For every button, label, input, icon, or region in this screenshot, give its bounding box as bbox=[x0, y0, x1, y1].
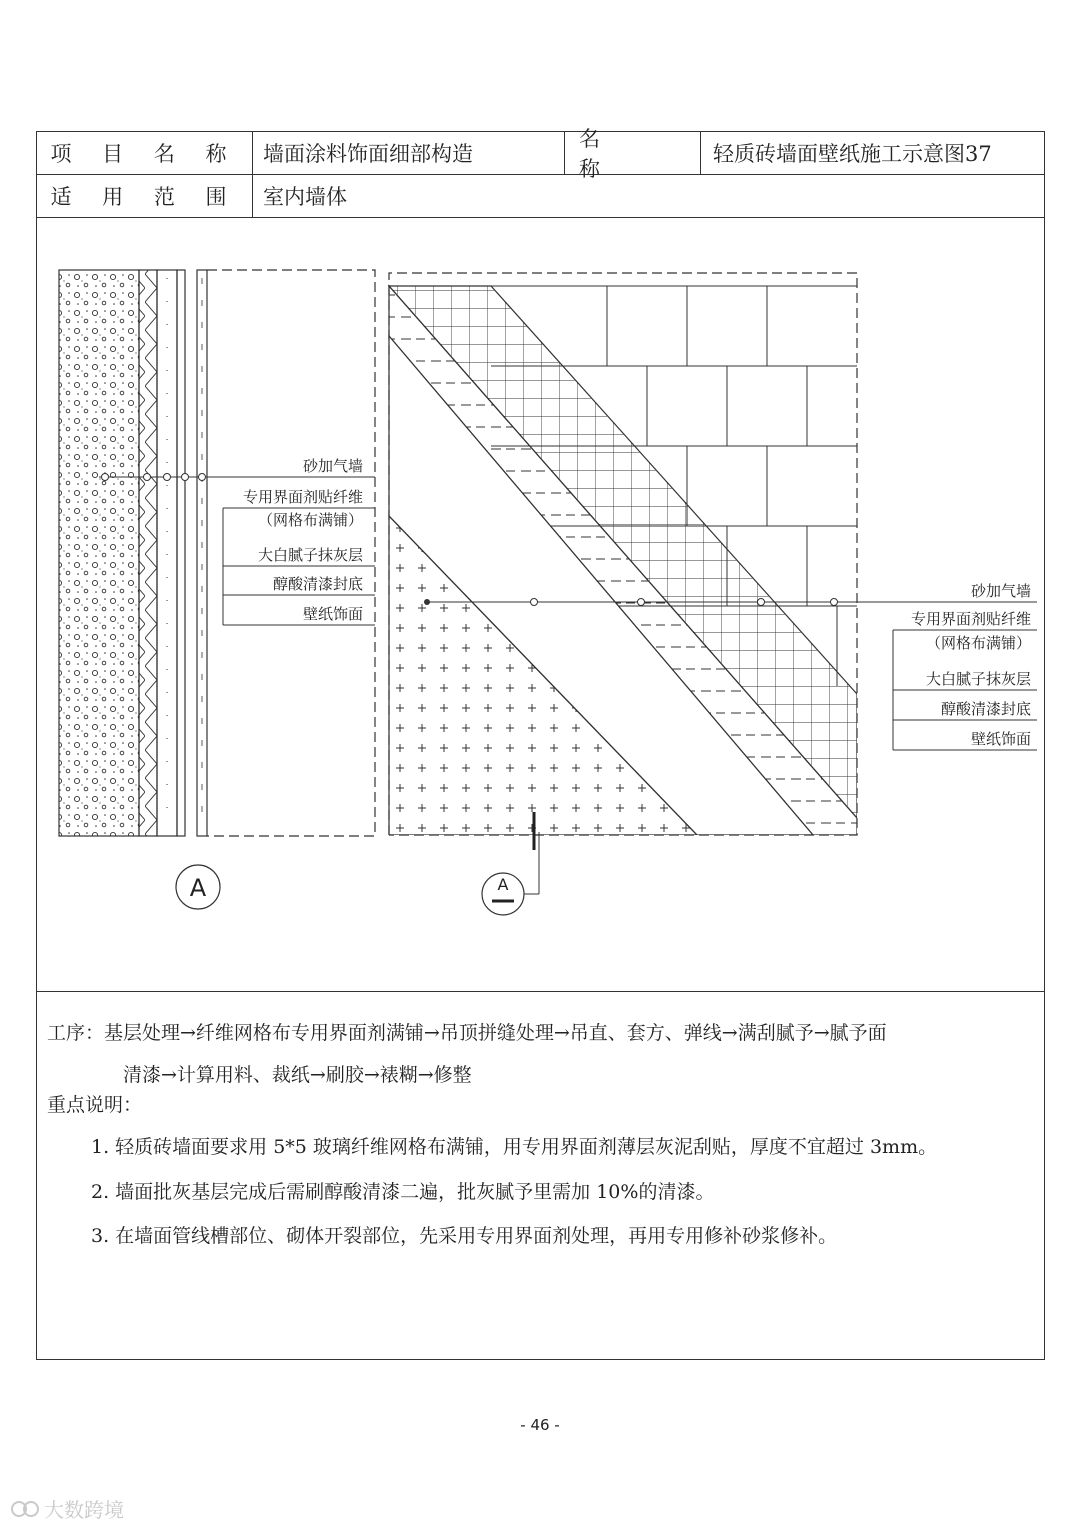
aerated-block-layer bbox=[59, 270, 139, 836]
right-label-putty: 大白腻子抹灰层 bbox=[925, 670, 1031, 688]
project-name-value: 墙面涂料饰面细部构造 bbox=[253, 132, 565, 174]
project-name-label: 项 目 名 称 bbox=[37, 132, 253, 174]
lacquer-layer bbox=[177, 270, 185, 836]
right-label-mesh: （网格布满铺） bbox=[925, 634, 1031, 652]
right-label-lacquer: 醇酸清漆封底 bbox=[940, 700, 1031, 718]
key-point-3: 3. 在墙面管线槽部位、砌体开裂部位，先采用专用界面剂处理，再用专用修补砂浆修补。 bbox=[91, 1225, 838, 1247]
header-row-2 bbox=[37, 175, 1044, 218]
process-line-2: 清漆→计算用料、裁纸→刷胶→裱糊→修整 bbox=[123, 1064, 472, 1086]
left-label-mesh: （网格布满铺） bbox=[257, 511, 363, 529]
wallpaper-layer bbox=[197, 270, 207, 836]
construction-drawing bbox=[37, 218, 1044, 992]
mesh-layer bbox=[139, 270, 157, 836]
key-point-1: 1. 轻质砖墙面要求用 5*5 玻璃纤维网格布满铺，用专用界面剂薄层灰泥刮贴，厚度不宜超过 3mm。 bbox=[91, 1136, 938, 1158]
page-number: - 46 - bbox=[520, 1416, 560, 1434]
right-section bbox=[389, 286, 857, 835]
left-label-aerated: 砂加气墙 bbox=[302, 457, 363, 475]
scope-value: 室内墙体 bbox=[263, 185, 347, 209]
key-point-2: 2. 墙面批灰基层完成后需刷醇酸清漆二遍，批灰腻予里需加 10%的清漆。 bbox=[91, 1181, 715, 1203]
process-block bbox=[47, 1012, 1037, 1096]
name-label: 名 称 bbox=[565, 132, 701, 174]
left-label-wallpaper: 壁纸饰面 bbox=[302, 605, 363, 623]
wallpaper-construction-svg bbox=[37, 218, 1043, 990]
left-label-lacquer: 醇酸清漆封底 bbox=[272, 575, 363, 593]
process-label: 工序： bbox=[47, 1022, 105, 1044]
spec-sheet bbox=[36, 127, 1045, 1360]
watermark-text: 大数跨境 bbox=[44, 1498, 124, 1522]
watermark bbox=[10, 1494, 124, 1523]
right-label-wallpaper: 壁纸饰面 bbox=[970, 730, 1031, 748]
left-label-putty: 大白腻子抹灰层 bbox=[257, 546, 363, 564]
header-row-1 bbox=[37, 127, 1044, 181]
scope-label: 适 用 范 围 bbox=[37, 175, 253, 217]
section-cut-label: A bbox=[497, 875, 509, 894]
process-line-1: 基层处理→纤维网格布专用界面剂满铺→吊顶拼缝处理→吊直、套方、弹线→满刮腻予→腻予面 bbox=[104, 1022, 887, 1044]
watermark-logo-icon bbox=[10, 1497, 40, 1521]
name-value: 轻质砖墙面壁纸施工示意图37 bbox=[713, 142, 992, 166]
right-label-interface: 专用界面剂贴纤维 bbox=[910, 610, 1031, 628]
section-mark-a-label: A bbox=[189, 874, 207, 902]
putty-layer bbox=[157, 270, 177, 836]
section-mark-left bbox=[176, 865, 220, 909]
key-points-title: 重点说明： bbox=[47, 1094, 143, 1116]
left-label-interface: 专用界面剂贴纤维 bbox=[242, 488, 363, 506]
right-label-aerated: 砂加气墙 bbox=[970, 582, 1031, 600]
